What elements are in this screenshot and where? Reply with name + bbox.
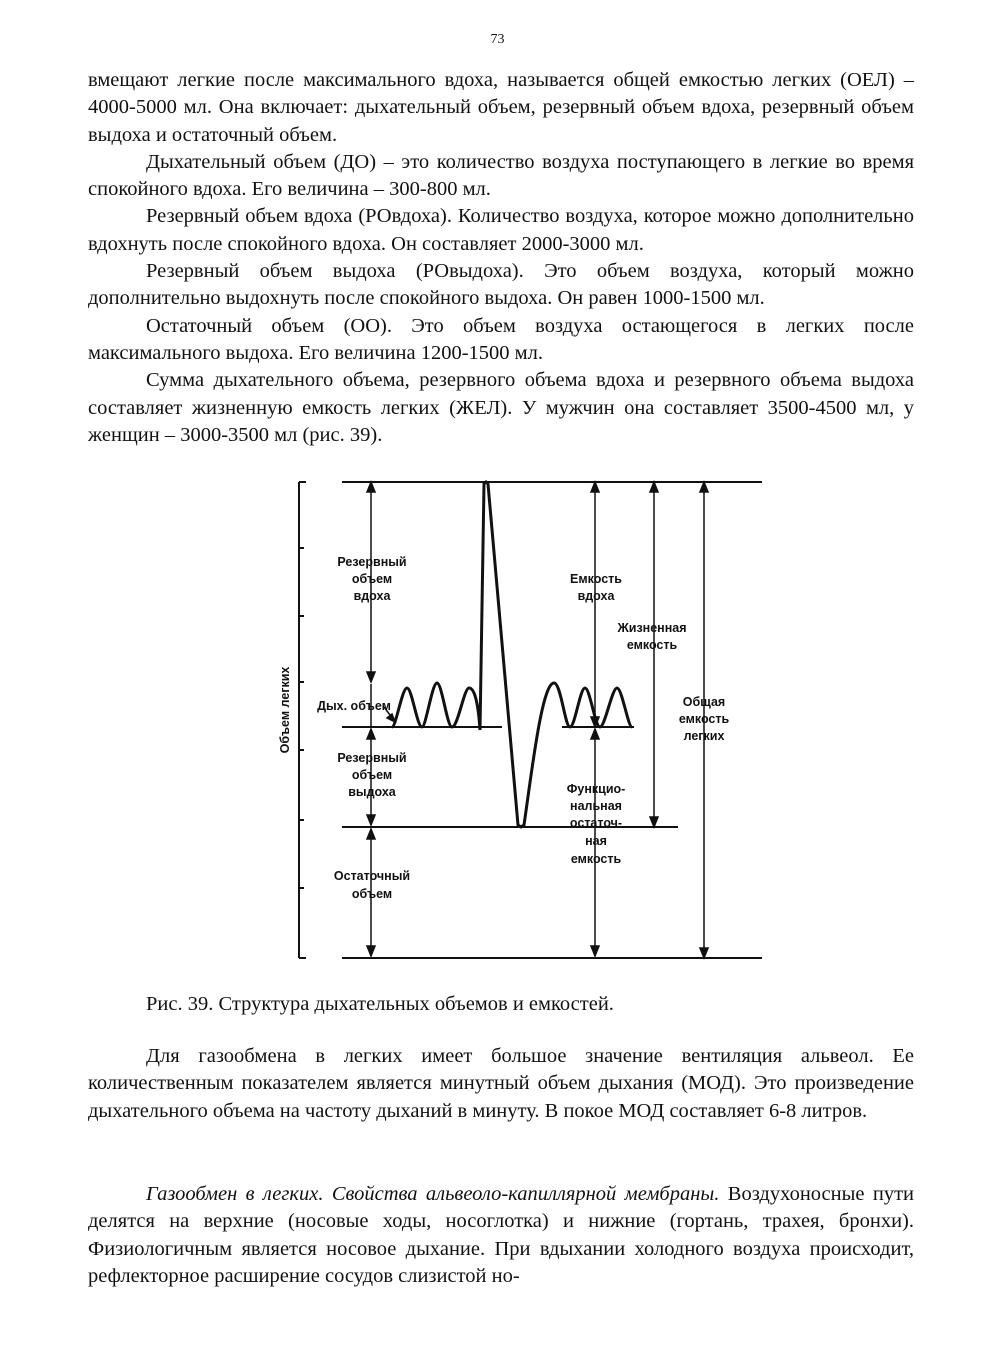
frc-label: остаточ- — [569, 816, 623, 830]
section-heading: Газообмен в легких. Свойства альвеоло-капиллярной мембраны. — [146, 1183, 720, 1205]
tv-label: Дых. объем — [317, 699, 391, 713]
frc-label: Функцио- — [566, 782, 626, 796]
y-axis — [299, 482, 306, 958]
lung-volumes-figure — [262, 470, 782, 970]
paragraph: Для газообмена в легких имеет большое значение вентиляция альвеол. Ее количественным показателем является минутный объем дыхания (МОД). Это произведение дыхательного объема на частоту дыханий в минуту. В покое МОД составляет 6-8 литров. — [88, 1045, 914, 1122]
lung-volumes-diagram — [262, 470, 782, 970]
erv-label: Резервный — [337, 751, 407, 765]
paragraph: Дыхательный объем (ДО) – это количество воздуха поступающего в легкие во время спокойного вдоха. Его величина – 300-800 мл. — [88, 150, 914, 201]
ic-label: Емкость — [570, 572, 622, 586]
paragraph: Резервный объем вдоха (РОвдоха). Количество воздуха, которое можно дополнительно вдохнуть после спокойного вдоха. Он составляет 2000-3000 мл. — [88, 205, 914, 255]
body-text-top — [88, 67, 914, 449]
ic-label: вдоха — [577, 589, 615, 603]
paragraph-text: Воздухоносные пути делятся на верхние (носовые ходы, носоглотка) и нижние (гортань, трахея, бронхи). Физиологичным является носовое дыхание. При вдыхании холодного воздуха происходит, рефлекторное расширение сосудов слизистой но- — [88, 1183, 914, 1287]
spirogram-curve — [392, 482, 632, 827]
rv-label: объем — [351, 887, 393, 901]
left-arrows — [367, 482, 375, 956]
erv-label: объем — [351, 768, 393, 782]
paragraph — [88, 1181, 914, 1290]
paragraph: Резервный объем выдоха (РОвыдоха). Это объем воздуха, который можно дополнительно выдохнуть после спокойного выдоха. Он равен 1000-1500 мл. — [88, 260, 914, 310]
tlc-label: легких — [683, 729, 725, 743]
frc-label: ная — [585, 834, 607, 848]
frc-label: нальная — [570, 799, 622, 813]
erv-label: выдоха — [348, 785, 396, 799]
paragraph: Остаточный объем (ОО). Это объем воздуха остающегося в легких после максимального выдоха. Его величина 1200-1500 мл. — [88, 314, 914, 364]
vc-label: емкость — [626, 638, 678, 652]
irv-label: Резервный — [337, 555, 407, 569]
paragraph: вмещают легкие после максимального вдоха, называется общей емкостью легких (ОЕЛ) – 4000-5000 мл. Она включает: дыхательный объем, резервный объем вдоха, резервный объем выдоха и остаточный объем. — [88, 69, 914, 146]
tlc-label: емкость — [678, 712, 730, 726]
tlc-label: Общая — [682, 695, 726, 709]
irv-label: объем — [351, 572, 393, 586]
body-text-bottom — [88, 1181, 914, 1290]
vc-label: Жизненная — [617, 621, 687, 635]
frc-label: емкость — [570, 852, 622, 866]
figure-caption: Рис. 39. Структура дыхательных объемов и емкостей. — [146, 993, 614, 1015]
y-axis-label: Объем легких — [278, 666, 292, 754]
irv-label: вдоха — [353, 589, 391, 603]
rv-label: Остаточный — [333, 869, 411, 883]
paragraph: Сумма дыхательного объема, резервного объема вдоха и резервного объема выдоха составляет жизненную емкость легких (ЖЕЛ). У мужчин она составляет 3500-4500 мл, у женщин – 3000-3500 мл (рис. 39). — [88, 369, 914, 446]
page-number: 73 — [490, 32, 505, 47]
body-text-middle — [88, 1043, 914, 1125]
